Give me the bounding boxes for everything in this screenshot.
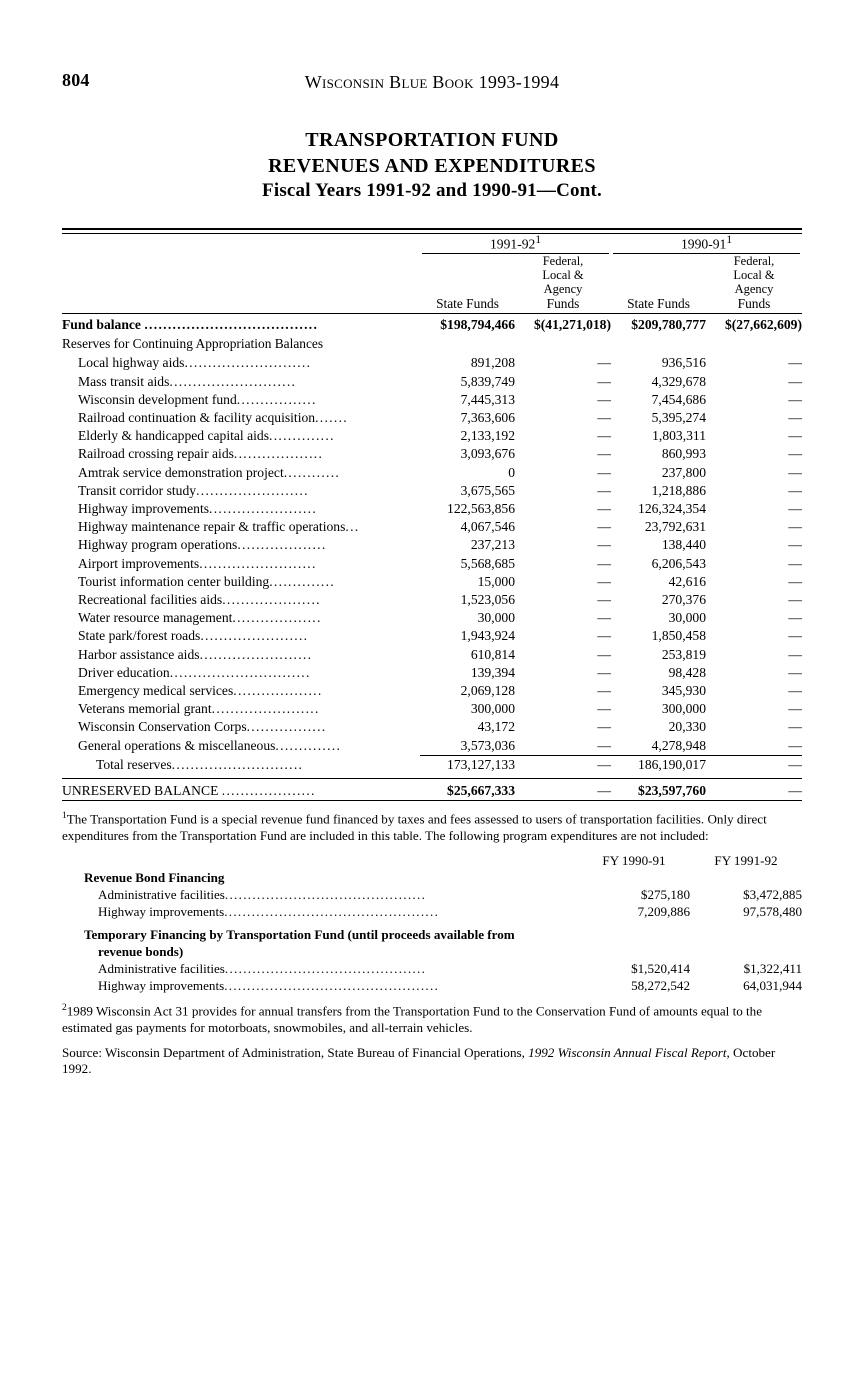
footnote-2-marker: 2 <box>62 1002 67 1013</box>
cell-value: — <box>597 446 611 462</box>
table-row <box>62 664 802 682</box>
cell-value: 43,172 <box>477 719 515 735</box>
subheader-row <box>62 254 802 296</box>
cell-value: — <box>788 555 802 571</box>
subtable-group-title-row-2 <box>62 926 802 943</box>
cell-value: 345,930 <box>661 683 706 698</box>
cell-value: $198,794,466 <box>440 317 515 333</box>
row-label: Water resource management................... <box>78 610 322 626</box>
source-suffix: , October 1992. <box>62 1044 776 1077</box>
cell-value: — <box>597 373 611 389</box>
cell-value: — <box>788 683 802 698</box>
row-label: State park/forest roads....................... <box>78 628 309 644</box>
subtable-group-temporary-financing-cont: revenue bonds) <box>98 943 184 959</box>
subtable-group-temporary-financing: Temporary Financing by Transportation Fund (until proceeds available from <box>84 926 515 942</box>
cell-value: 270,376 <box>661 591 706 607</box>
cell-value: 2,069,128 <box>460 683 515 698</box>
subtable-row <box>62 886 802 903</box>
cell-value: 30,000 <box>668 610 706 626</box>
year-label-2: 1990-91 <box>681 236 727 252</box>
cell-value: — <box>788 519 802 535</box>
source-note <box>62 1045 802 1078</box>
row-label: Emergency medical services................... <box>78 683 323 698</box>
cell-value: — <box>597 409 611 425</box>
cell-value: — <box>706 755 802 774</box>
cell-value: 23,792,631 <box>644 519 706 535</box>
cell-value: — <box>597 391 611 407</box>
footnote-2 <box>62 1002 802 1037</box>
subtable-cell-value: $1,322,411 <box>743 960 802 976</box>
reserves-group-title-row <box>62 334 802 354</box>
table-row <box>62 409 802 427</box>
cell-value: — <box>597 464 611 480</box>
subtable-row <box>62 960 802 977</box>
table-row-unreserved-balance <box>62 779 802 801</box>
cell-value: 5,568,685 <box>460 555 515 571</box>
cell-value: 138,440 <box>661 537 706 553</box>
subtable-cell-value: 64,031,944 <box>743 977 802 993</box>
cell-value: 30,000 <box>477 610 515 626</box>
cell-value: 1,943,924 <box>460 628 515 644</box>
cell-value: 5,395,274 <box>651 409 706 425</box>
title-line-3: Fiscal Years 1991-92 and 1990-91—Cont. <box>262 180 602 202</box>
cell-value: 3,093,676 <box>460 446 515 462</box>
cell-value: — <box>597 482 611 498</box>
row-label: Tourist information center building.............. <box>78 573 335 589</box>
subtable-row-label: Administrative facilities............................................ <box>98 960 427 976</box>
table-row <box>62 737 802 756</box>
cell-value: — <box>788 355 802 371</box>
cell-value: 860,993 <box>661 446 706 462</box>
table-row <box>62 609 802 627</box>
row-label: Highway program operations................... <box>78 537 327 553</box>
colhead-funds-1: Funds <box>546 296 580 312</box>
table-row <box>62 718 802 736</box>
cell-value: $(41,271,018) <box>533 317 611 333</box>
cell-value: 6,206,543 <box>651 555 706 571</box>
subtable-row-label: Highway improvements............................................... <box>98 977 440 993</box>
cell-value: 7,363,606 <box>460 409 515 425</box>
cell-value: $(27,662,609) <box>724 317 802 333</box>
cell-value: — <box>788 464 802 480</box>
row-label: Veterans memorial grant....................... <box>78 701 320 717</box>
row-label-unreserved-balance: UNRESERVED BALANCE .................... <box>62 779 420 801</box>
year-header-1990-91 <box>611 233 802 254</box>
cell-value: — <box>597 683 611 698</box>
colhead-state-funds-2: State Funds <box>627 296 690 312</box>
year-header-1991-92 <box>420 233 611 254</box>
table-row-fund-balance <box>62 316 802 334</box>
table-row <box>62 573 802 591</box>
subtable-group-revenue-bond-financing: Revenue Bond Financing <box>84 869 225 885</box>
subtable-cell-value: $275,180 <box>640 886 690 902</box>
cell-value: 237,800 <box>661 464 706 480</box>
row-label: Railroad continuation & facility acquisition....... <box>78 409 348 425</box>
cell-value: — <box>597 355 611 371</box>
cell-value: — <box>788 591 802 607</box>
cell-value: — <box>597 664 611 680</box>
table-row <box>62 427 802 445</box>
cell-value: — <box>597 519 611 535</box>
footnote-1 <box>62 810 802 845</box>
page-number: 804 <box>62 70 90 90</box>
cell-value: — <box>788 500 802 516</box>
row-label: Highway maintenance repair & traffic operations... <box>78 519 360 535</box>
cell-value: 139,394 <box>470 664 515 680</box>
cell-value: 4,067,546 <box>460 519 515 535</box>
cell-value: — <box>788 573 802 589</box>
financial-table-wrap <box>62 228 802 804</box>
row-label: Local highway aids........................... <box>78 355 312 371</box>
cell-value: 173,127,133 <box>420 755 515 774</box>
cell-value: 1,523,056 <box>460 591 515 607</box>
table-row <box>62 445 802 463</box>
cell-value: 253,819 <box>661 646 706 662</box>
cell-value: — <box>788 646 802 662</box>
cell-value: — <box>788 737 802 753</box>
cell-value: — <box>788 628 802 644</box>
table-bottom-rule <box>62 801 802 804</box>
cell-value: — <box>597 701 611 717</box>
cell-value: — <box>788 719 802 735</box>
running-title: Wisconsin Blue Book 1993-1994 <box>304 72 560 92</box>
cell-value: 4,329,678 <box>651 373 706 389</box>
cell-value: 5,839,749 <box>460 373 515 389</box>
cell-value: — <box>597 555 611 571</box>
cell-value: — <box>515 779 611 801</box>
subtable-group-title-row <box>62 869 802 886</box>
cell-value: — <box>788 610 802 626</box>
subtable-header-row <box>62 852 802 869</box>
year-label-1: 1991-92 <box>490 236 536 252</box>
cell-value: 1,850,458 <box>651 628 706 644</box>
financial-table <box>62 228 802 804</box>
title-line-1: TRANSPORTATION FUND <box>305 129 559 151</box>
cell-value: — <box>597 719 611 735</box>
colhead-state-funds-1: State Funds <box>436 296 499 312</box>
row-label: Mass transit aids........................... <box>78 373 297 389</box>
year-note-2: 1 <box>726 233 732 246</box>
table-row <box>62 464 802 482</box>
row-label: Recreational facilities aids..................... <box>78 591 321 607</box>
footnote-1-text: The Transportation Fund is a special revenue fund financed by taxes and fees assessed to users of transportation facilities. Only direct expenditures from the Transportation Fund are included in this table. The following program expenditures are not included: <box>62 811 767 844</box>
table-row <box>62 482 802 500</box>
cell-value: 126,324,354 <box>638 500 706 516</box>
subtable-row <box>62 903 802 920</box>
cell-value: — <box>597 428 611 444</box>
cell-value: 15,000 <box>477 573 515 589</box>
table-row <box>62 518 802 536</box>
cell-value: 3,573,036 <box>460 737 515 753</box>
cell-value: $23,597,760 <box>611 779 706 801</box>
running-head <box>62 70 802 100</box>
row-label: Highway improvements....................... <box>78 500 318 516</box>
cell-value: — <box>597 500 611 516</box>
cell-value: 7,445,313 <box>460 391 515 407</box>
cell-value: — <box>788 409 802 425</box>
footnote-subtable <box>62 852 802 994</box>
cell-value: — <box>597 537 611 553</box>
table-row <box>62 373 802 391</box>
table-row <box>62 627 802 645</box>
cell-value: — <box>788 701 802 717</box>
cell-value: $209,780,777 <box>631 317 706 333</box>
cell-value: — <box>515 755 611 774</box>
cell-value: — <box>788 391 802 407</box>
cell-value: — <box>788 446 802 462</box>
cell-value: 237,213 <box>470 537 515 553</box>
table-row <box>62 646 802 664</box>
row-label: Transit corridor study........................ <box>78 482 309 498</box>
cell-value: — <box>788 482 802 498</box>
colhead-funds-2: Funds <box>737 296 771 312</box>
cell-value: 42,616 <box>668 573 706 589</box>
subtable-cell-value: 58,272,542 <box>631 977 690 993</box>
cell-value: 2,133,192 <box>460 428 515 444</box>
year-note-1: 1 <box>535 233 541 246</box>
cell-value: — <box>788 428 802 444</box>
subtable-cell-value: 7,209,886 <box>637 903 690 919</box>
cell-value: 3,675,565 <box>460 482 515 498</box>
row-label: Harbor assistance aids........................ <box>78 646 313 662</box>
subtable-row-label: Highway improvements............................................... <box>98 903 440 919</box>
row-label-total-reserves: Total reserves............................ <box>96 756 304 772</box>
subtable-col-fy1991-92: FY 1991-92 <box>714 852 778 868</box>
subtable-col-fy1990-91: FY 1990-91 <box>602 852 666 868</box>
cell-value: $25,667,333 <box>420 779 515 801</box>
cell-value: 20,330 <box>668 719 706 735</box>
table-row <box>62 591 802 609</box>
row-label: Elderly & handicapped capital aids.............. <box>78 428 335 444</box>
table-row <box>62 682 802 700</box>
cell-value: 300,000 <box>470 701 515 717</box>
subtable-cell-value: $3,472,885 <box>743 886 802 902</box>
table-row <box>62 536 802 554</box>
cell-value: 7,454,686 <box>651 391 706 407</box>
table-row <box>62 354 802 372</box>
cell-value: — <box>597 628 611 644</box>
footnotes <box>62 810 802 1078</box>
row-label: Airport improvements......................... <box>78 555 317 571</box>
cell-value: 610,814 <box>470 646 515 662</box>
footnote-1-marker: 1 <box>62 811 67 822</box>
cell-value: 300,000 <box>661 701 706 717</box>
cell-value: 4,278,948 <box>651 737 706 753</box>
row-label: Railroad crossing repair aids................... <box>78 446 324 462</box>
cell-value: — <box>788 373 802 389</box>
subtable-cell-value: 97,578,480 <box>743 903 802 919</box>
subtable-row-label: Administrative facilities............................................ <box>98 886 427 902</box>
table-row <box>62 700 802 718</box>
cell-value: 1,803,311 <box>652 428 706 444</box>
subtable-row <box>62 977 802 994</box>
row-label: Driver education.............................. <box>78 664 311 680</box>
cell-value: — <box>597 646 611 662</box>
cell-value: — <box>706 779 802 801</box>
subtable-group-title-cont-row <box>62 943 802 960</box>
title-line-2: REVENUES AND EXPENDITURES <box>268 154 596 177</box>
page-title <box>62 128 802 204</box>
subheader-funds-2: Federal, Local & Agency <box>733 254 775 297</box>
table-row <box>62 555 802 573</box>
cell-value: — <box>597 610 611 626</box>
table-row <box>62 391 802 409</box>
cell-value: — <box>597 737 611 753</box>
subtable-cell-value: $1,520,414 <box>631 960 690 976</box>
row-label: Wisconsin Conservation Corps................. <box>78 719 327 735</box>
column-header-row <box>62 296 802 312</box>
cell-value: 891,208 <box>470 355 515 371</box>
table-row <box>62 500 802 518</box>
table-row-total-reserves <box>62 755 802 774</box>
reserves-group-title: Reserves for Continuing Appropriation Balances <box>62 336 324 352</box>
row-label-fund-balance: Fund balance ..................................... <box>62 317 319 333</box>
footnote-2-text: 1989 Wisconsin Act 31 provides for annual transfers from the Transportation Fund to the Conservation Fund of amounts equal to the estimated gas payments for motorboats, snowmobiles, and all-terrain vehicles. <box>62 1003 763 1035</box>
source-prefix: Source: Wisconsin Department of Administration, State Bureau of Financial Operations, <box>62 1044 529 1060</box>
cell-value: — <box>788 537 802 553</box>
subheader-funds-1: Federal, Local & Agency <box>542 254 584 297</box>
cell-value: 936,516 <box>661 355 706 371</box>
row-label: Amtrak service demonstration project............ <box>78 464 341 480</box>
cell-value: 186,190,017 <box>611 755 706 774</box>
cell-value: 0 <box>508 464 515 480</box>
cell-value: — <box>597 591 611 607</box>
cell-value: 1,218,886 <box>651 482 706 498</box>
row-label: General operations & miscellaneous.............. <box>78 738 342 754</box>
cell-value: — <box>597 573 611 589</box>
year-header-row <box>62 233 802 254</box>
row-label: Wisconsin development fund................. <box>78 391 317 407</box>
page-content <box>62 70 802 1078</box>
cell-value: — <box>788 664 802 680</box>
cell-value: 122,563,856 <box>447 500 515 516</box>
cell-value: 98,428 <box>668 664 706 680</box>
source-title: 1992 Wisconsin Annual Fiscal Report <box>528 1044 727 1060</box>
